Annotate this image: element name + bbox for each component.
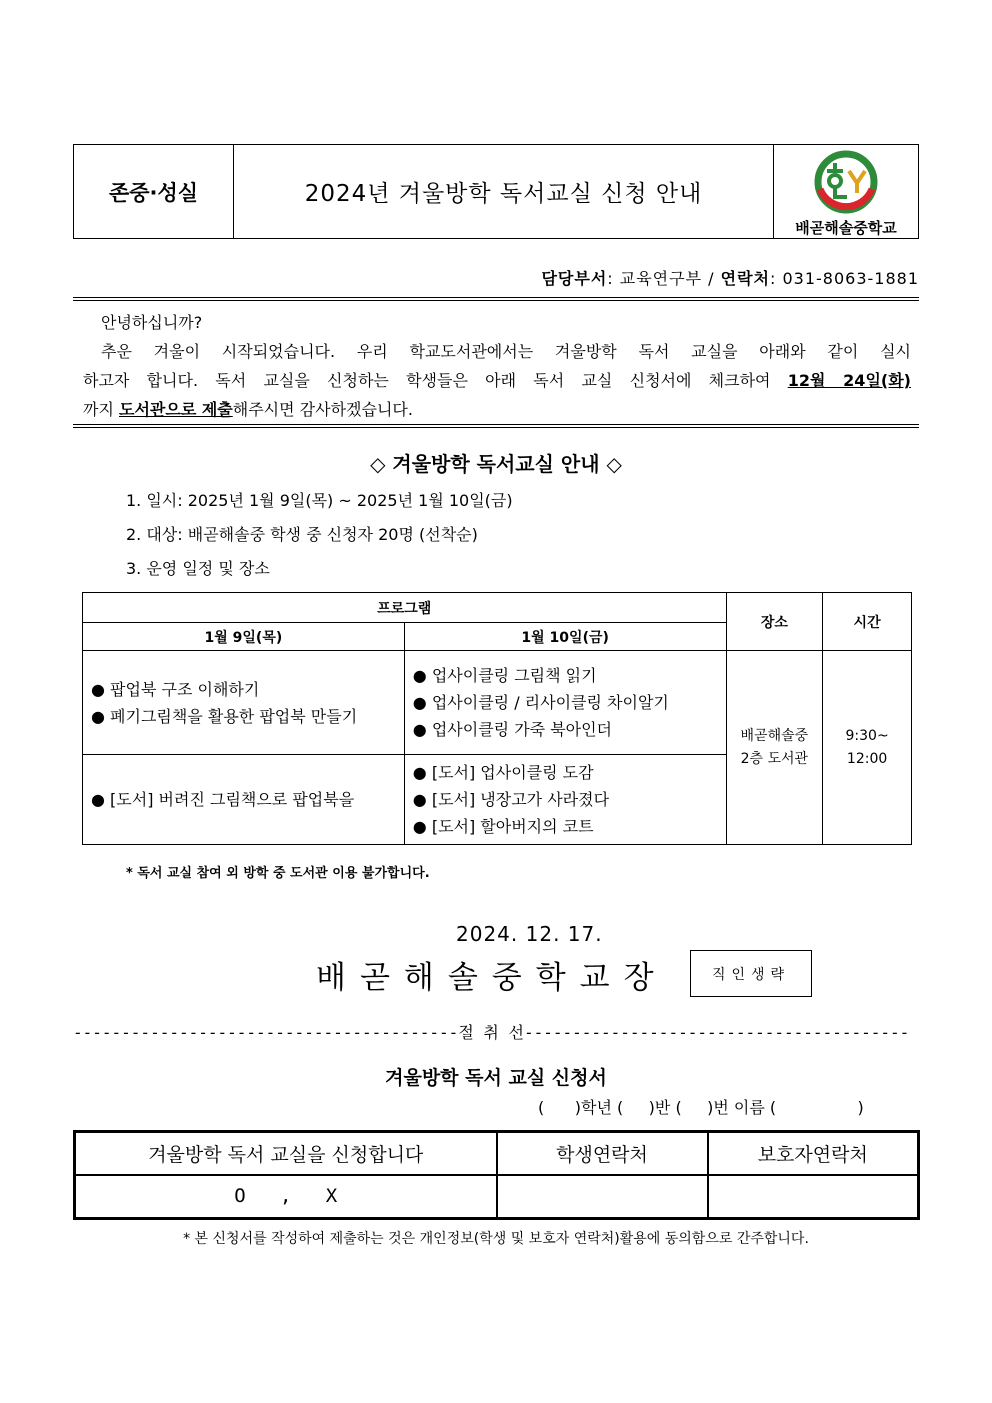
time-cell	[823, 651, 912, 845]
library-note: * 독서 교실 참여 외 방학 중 도서관 이용 불가합니다.	[126, 866, 430, 881]
school-logo	[773, 145, 918, 238]
header-box	[73, 144, 919, 239]
program-header: 프로그램	[83, 593, 727, 623]
list-item: ● 업사이클링 그림책 읽기	[412, 666, 597, 685]
row2-day1-cell	[83, 755, 405, 845]
intro-text	[83, 308, 911, 424]
form-title: 겨울방학 독서 교실 신청서	[385, 1067, 607, 1089]
time-header: 시간	[823, 593, 912, 651]
cut-line: ----------------------------------------절 취 선----------------------------------------	[73, 1023, 910, 1042]
list-item: ● [도서] 업사이클링 도감	[412, 763, 594, 782]
list-item: ● 폐기그림책을 활용한 팝업북 만들기	[91, 706, 358, 726]
program-table	[82, 592, 912, 845]
intro-line-2-text: 하고자 합니다. 독서 교실을 신청하는 학생들은 아래 독서 교실 신청서에 체크하여	[83, 371, 788, 390]
item-schedule: 3. 운영 일정 및 장소	[126, 559, 270, 578]
list-item: ● 업사이클링 가죽 북아인더	[412, 720, 613, 739]
time-line-2: 12:00	[846, 750, 888, 767]
guardian-contact-header: 보호자연락처	[708, 1132, 919, 1175]
day2-header: 1월 10일(금)	[404, 623, 726, 651]
item-target: 2. 대상: 배곧해솔중 학생 중 신청자 20명 (선착순)	[126, 525, 478, 544]
contact-label: 연락처	[720, 269, 770, 288]
list-item: ● [도서] 버려진 그림책으로 팝업북을	[91, 790, 355, 809]
department-value: : 교육연구부 /	[607, 269, 721, 288]
intro-line-3-pre: 까지	[83, 400, 119, 419]
intro-line-2	[83, 366, 911, 395]
divider-bottom	[73, 424, 919, 428]
intro-line-1: 추운 겨울이 시작되었습니다. 우리 학교도서관에서는 겨울방학 독서 교실을 아래와 같이 실시	[101, 342, 911, 361]
deadline: 12월 24일(화)	[787, 371, 911, 390]
guardian-contact-field[interactable]	[708, 1175, 919, 1219]
list-item: ● 팝업북 구조 이해하기	[91, 679, 260, 699]
row2-day2-cell	[404, 755, 726, 845]
divider-top	[73, 297, 919, 301]
place-header: 장소	[726, 593, 823, 651]
department-label: 담당부서	[541, 269, 608, 288]
greeting: 안녕하십니까?	[101, 313, 203, 332]
place-line-1: 배곧해솔중	[740, 727, 809, 744]
school-motto: 존중·성실	[74, 145, 234, 238]
student-info-line: ( )학년 ( )반 ( )번 이름 ( )	[538, 1098, 864, 1117]
day1-header: 1월 9일(목)	[83, 623, 405, 651]
row1-day1-cell	[83, 651, 405, 755]
student-contact-field[interactable]	[497, 1175, 708, 1219]
list-item: ● [도서] 냉장고가 사라졌다	[412, 790, 610, 809]
apply-choice[interactable]: O , X	[75, 1175, 497, 1219]
intro-line-3	[83, 395, 911, 424]
section-title: ◇ 겨울방학 독서교실 안내 ◇	[370, 452, 622, 476]
student-contact-header: 학생연락처	[497, 1132, 708, 1175]
apply-header: 겨울방학 독서 교실을 신청합니다	[75, 1132, 497, 1175]
school-emblem-icon	[813, 149, 879, 215]
contact-value: : 031-8063-1881	[770, 269, 919, 288]
place-cell	[726, 651, 823, 845]
department-contact	[541, 266, 919, 289]
time-line-1: 9:30~	[845, 727, 889, 744]
privacy-note: * 본 신청서를 작성하여 제출하는 것은 개인정보(학생 및 보호자 연락처)활용에 동의함으로 간주합니다.	[183, 1231, 809, 1247]
seal-box: 직인생략	[690, 950, 812, 997]
intro-line-3-post: 해주시면 감사하겠습니다.	[232, 400, 413, 419]
list-item: ● 업사이클링 / 리사이클링 차이알기	[412, 693, 669, 712]
list-item: ● [도서] 할아버지의 코트	[412, 817, 594, 836]
application-form-table	[73, 1130, 920, 1220]
item-date: 1. 일시: 2025년 1월 9일(목) ~ 2025년 1월 10일(금)	[126, 491, 513, 510]
submit-location: 도서관으로 제출	[119, 400, 233, 419]
place-line-2: 2층 도서관	[740, 750, 809, 767]
page-title: 2024년 겨울방학 독서교실 신청 안내	[304, 181, 703, 207]
issue-date: 2024. 12. 17.	[456, 922, 603, 946]
row1-day2-cell	[404, 651, 726, 755]
principal-name: 배곧해솔중학교장	[316, 960, 668, 996]
school-name-logo: 배곧해솔중학교	[795, 219, 897, 237]
